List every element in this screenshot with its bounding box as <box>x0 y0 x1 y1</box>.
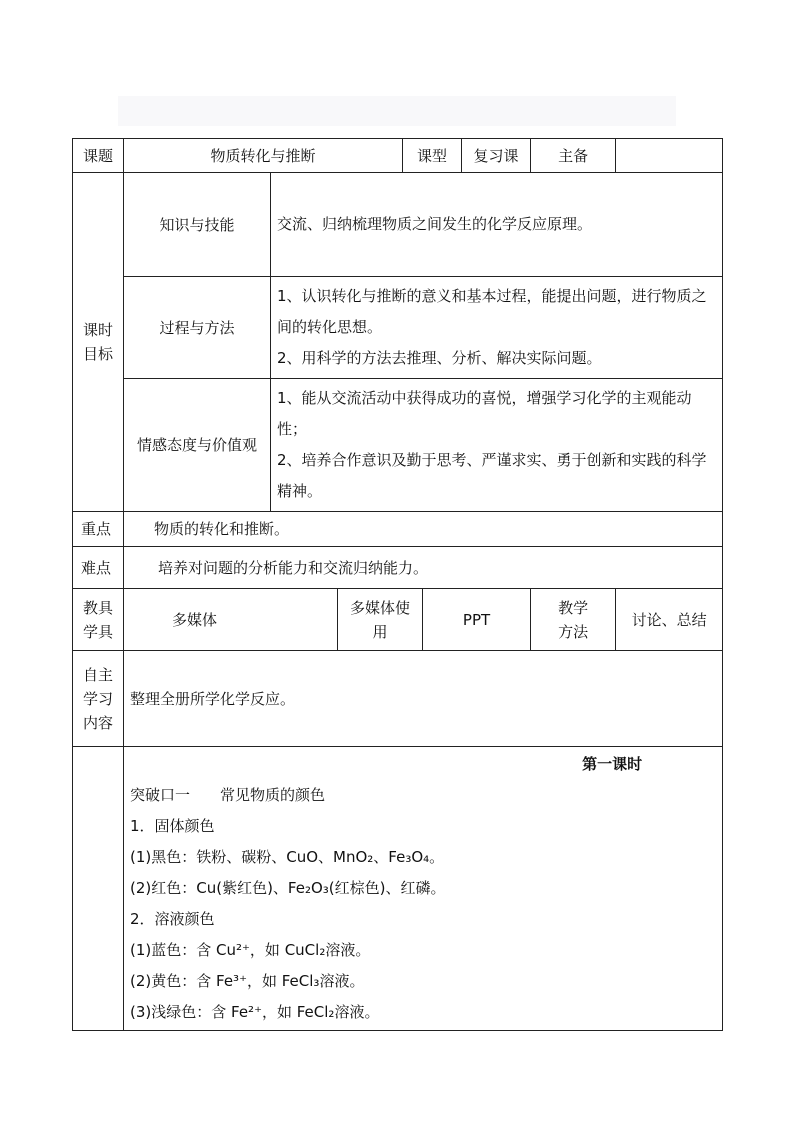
objective-text: 1、认识转化与推断的意义和基本过程，能提出问题，进行物质之间的转化思想。 2、用科学的方法去推理、分析、解决实际问题。 <box>271 277 723 379</box>
objective-row-process <box>73 277 723 379</box>
teaching-method-label: 教学 方法 <box>531 589 616 651</box>
teaching-method-value: 讨论、总结 <box>616 589 723 651</box>
objective-text: 交流、归纳梳理物质之间发生的化学反应原理。 <box>271 173 723 277</box>
tools-label: 教具 学具 <box>73 589 124 651</box>
topic-value: 物质转化与推断 <box>124 139 403 173</box>
content-row <box>73 747 723 1031</box>
content-line: (2)红色：Cu(紫红色)、Fe₂O₃(红棕色)、红磷。 <box>130 879 446 897</box>
header-band <box>118 96 676 126</box>
objective-category: 知识与技能 <box>124 173 271 277</box>
difficulty-label: 难点 <box>73 547 124 589</box>
section-title: 突破口一 常见物质的颜色 <box>130 786 326 804</box>
objective-category: 过程与方法 <box>124 277 271 379</box>
difficulty-row <box>73 547 723 589</box>
type-label: 课型 <box>403 139 462 173</box>
lesson-content <box>124 747 723 1031</box>
content-line: (1)蓝色：含 Cu²⁺，如 CuCl₂溶液。 <box>130 941 371 959</box>
content-line: (2)黄色：含 Fe³⁺，如 FeCl₃溶液。 <box>130 972 365 990</box>
media-usage-label: 多媒体使 用 <box>338 589 423 651</box>
lesson-number: 第一课时 <box>582 755 643 773</box>
tools-value: 多媒体 <box>124 589 338 651</box>
difficulty-text: 培养对问题的分析能力和交流归纳能力。 <box>124 547 723 589</box>
prep-label: 主备 <box>531 139 616 173</box>
self-study-text: 整理全册所学化学反应。 <box>124 651 723 747</box>
content-line: (3)浅绿色：含 Fe²⁺，如 FeCl₂溶液。 <box>130 1003 380 1021</box>
key-point-label: 重点 <box>73 512 124 547</box>
objective-text: 1、能从交流活动中获得成功的喜悦，增强学习化学的主观能动性； 2、培养合作意识及勤于思考、严谨求实、勇于创新和实践的科学精神。 <box>271 379 723 512</box>
tools-row <box>73 589 723 651</box>
content-line: (1)黑色：铁粉、碳粉、CuO、MnO₂、Fe₃O₄。 <box>130 848 445 866</box>
self-study-label: 自主 学习 内容 <box>73 651 124 747</box>
objective-row-attitude <box>73 379 723 512</box>
media-usage-value: PPT <box>423 589 531 651</box>
objective-row-knowledge <box>73 173 723 277</box>
topic-row <box>73 139 723 173</box>
prep-value <box>616 139 723 173</box>
self-study-row <box>73 651 723 747</box>
key-point-row <box>73 512 723 547</box>
topic-label: 课题 <box>73 139 124 173</box>
lesson-plan-table <box>72 138 723 1031</box>
content-label <box>73 747 124 1031</box>
objectives-label: 课时 目标 <box>73 173 124 512</box>
type-value: 复习课 <box>462 139 531 173</box>
objective-category: 情感态度与价值观 <box>124 379 271 512</box>
subheading: 1．固体颜色 <box>130 817 215 835</box>
key-point-text: 物质的转化和推断。 <box>124 512 723 547</box>
subheading: 2．溶液颜色 <box>130 910 215 928</box>
